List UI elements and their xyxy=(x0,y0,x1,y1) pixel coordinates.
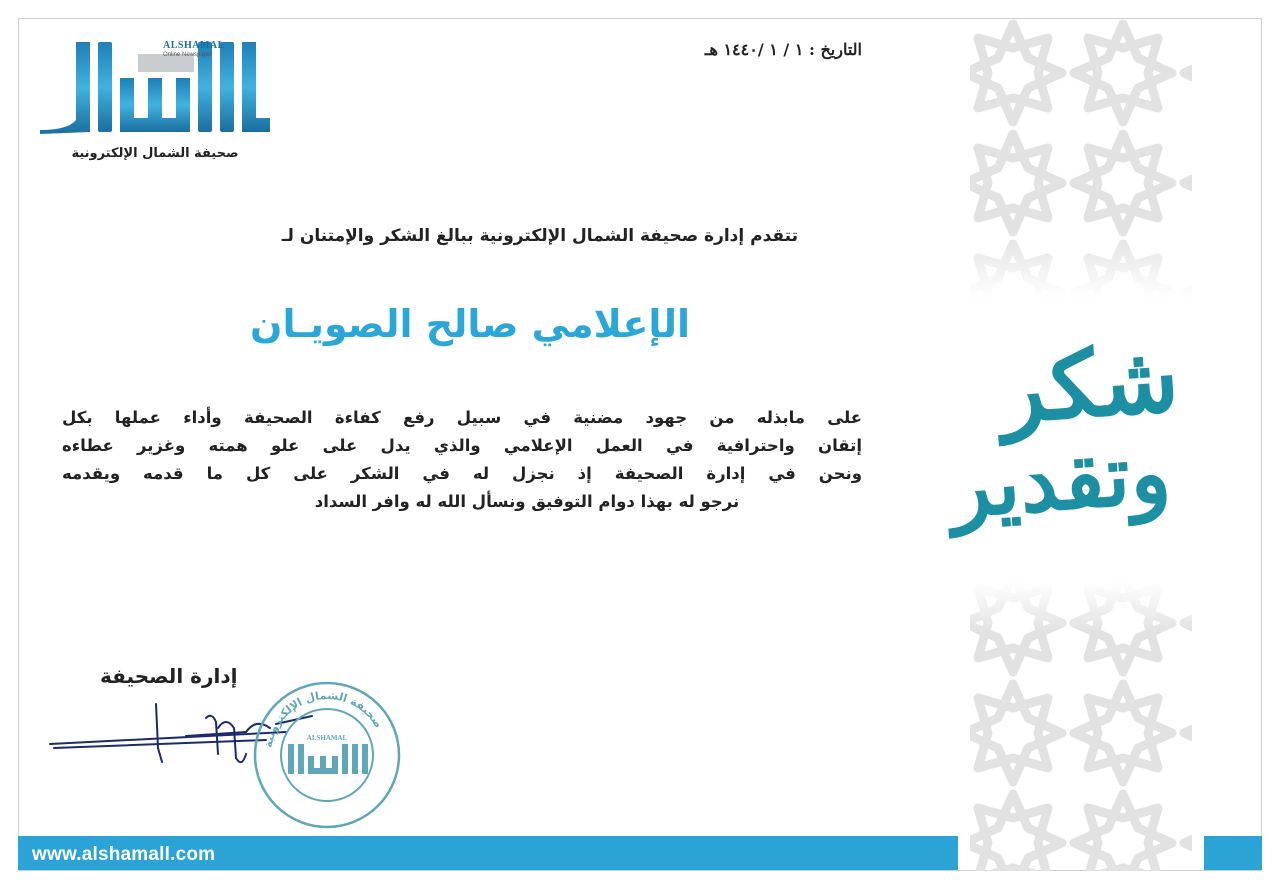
logo-english-name: ALSHAMAL xyxy=(163,40,225,51)
footer-bar-right xyxy=(1204,836,1262,870)
calligraphy-thanks: شكر xyxy=(996,323,1183,445)
body-line: ونحن في إدارة الصحيفة إذ نجزل له في الشكر على كل ما قدمه ويقدمه xyxy=(62,464,862,483)
website-link[interactable]: www.alshamall.com xyxy=(32,844,216,865)
date: التاريخ : ١ / ١ /١٤٤٠ هـ xyxy=(704,40,862,59)
logo-arabic-name: صحيفة الشمال الإلكترونية xyxy=(71,146,239,161)
body-line: إتقان واحترافية في العمل الإعلامي والذي يدل على علو همته وغزير عطاءه xyxy=(62,436,862,455)
body-line: على مابذله من جهود مضنية في سبيل رفع كفاءة الصحيفة وأداء عملها بكل xyxy=(62,408,862,427)
logo-english-subtitle: Online Newspaper xyxy=(163,52,213,58)
official-stamp xyxy=(250,678,404,832)
stamp-english-name: ALSHAMAL xyxy=(306,734,348,742)
body-line: نرجو له بهذا دوام التوفيق ونسأل الله له وافر السداد xyxy=(314,492,740,511)
certificate-body xyxy=(62,404,862,516)
stamp-ring-text: صحيفة الشمال الإلكترونية xyxy=(261,688,386,749)
recipient-name: الإعلامي صالح الصويـان xyxy=(250,302,690,346)
intro-text: تتقدم إدارة صحيفة الشمال الإلكترونية ببالغ الشكر والإمتنان لـ xyxy=(281,226,798,246)
signature-title: إدارة الصحيفة xyxy=(100,664,238,688)
calligraphy-appreciation: وتقدير xyxy=(946,422,1174,537)
